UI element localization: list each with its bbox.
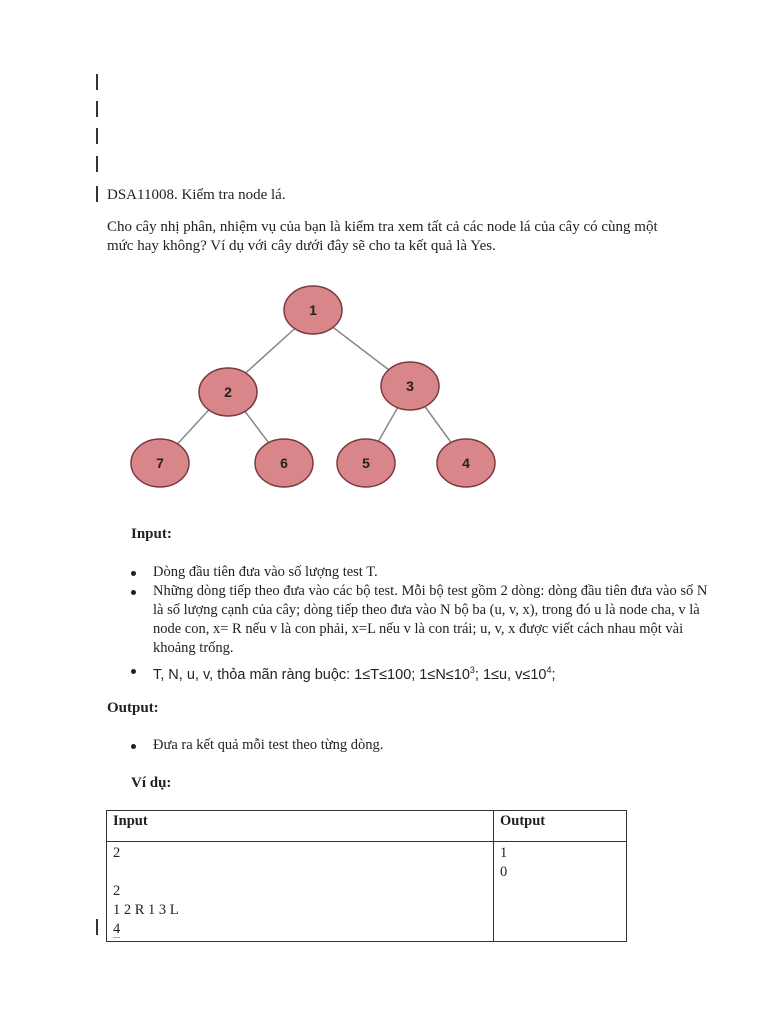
bullet-icon <box>131 744 136 749</box>
tree-node-label: 6 <box>280 455 288 471</box>
bullet-icon <box>131 669 136 674</box>
margin-bar <box>96 74 98 90</box>
margin-bar <box>96 186 98 202</box>
input-heading: Input: <box>131 526 172 542</box>
input-line: 2 <box>113 883 121 899</box>
input-line: 2 <box>113 845 121 861</box>
tree-node-label: 1 <box>309 302 317 318</box>
output-line: 1 <box>500 845 508 861</box>
col-output-header: Output <box>494 811 627 842</box>
problem-intro: Cho cây nhị phân, nhiệm vụ của bạn là kiểm tra xem tất cả các node lá của cây có cùng một mức hay không? Ví dụ với cây dưới đây sẽ cho ta kết quả là Yes. <box>107 219 658 254</box>
example-table <box>106 810 627 942</box>
bullet-icon <box>131 590 136 595</box>
tree-node-label: 7 <box>156 455 164 471</box>
input-line: 1 2 R 1 3 L <box>113 902 179 918</box>
output-line: 0 <box>500 864 508 880</box>
margin-bar <box>96 919 98 935</box>
output-list <box>129 736 713 755</box>
input-line <box>113 863 487 882</box>
bullet-icon <box>131 571 136 576</box>
output-heading: Output: <box>107 700 159 716</box>
tree-node-label: 4 <box>462 455 470 471</box>
input-line: 4 <box>113 921 121 937</box>
output-cell <box>494 842 627 942</box>
col-input-header: Input <box>107 811 494 842</box>
list-item: Dòng đầu tiên đưa vào số lượng test T. <box>129 563 713 582</box>
problem-title: DSA11008. Kiểm tra node lá. <box>107 187 286 203</box>
margin-bar <box>96 156 98 172</box>
example-heading: Ví dụ: <box>131 775 172 791</box>
tree-node-label: 5 <box>362 455 370 471</box>
tree-node-label: 3 <box>406 378 414 394</box>
margin-bar <box>96 101 98 117</box>
list-item: Đưa ra kết quả mỗi test theo từng dòng. <box>129 736 713 755</box>
binary-tree-figure <box>120 276 510 496</box>
margin-bar <box>96 128 98 144</box>
tree-node-label: 2 <box>224 384 232 400</box>
list-item: Những dòng tiếp theo đưa vào các bộ test. Mỗi bộ test gồm 2 dòng: dòng đầu tiên đưa vào số N là số lượng cạnh của cây; dòng tiếp theo đưa vào N bộ ba (u, v, x), trong đó u là node cha, v là node con, x= R nếu v là con phải, x=L nếu v là con trái; u, v, x được viết cách nhau một vài khoảng trống. <box>129 582 713 658</box>
input-cell <box>107 842 494 942</box>
list-item <box>129 661 713 685</box>
input-list <box>129 563 713 685</box>
constraint-text: T, N, u, v, thỏa mãn ràng buộc: 1≤T≤100; $1\le N\le 10^3$; 1≤u, $v\le 10^4$; <box>153 665 556 683</box>
